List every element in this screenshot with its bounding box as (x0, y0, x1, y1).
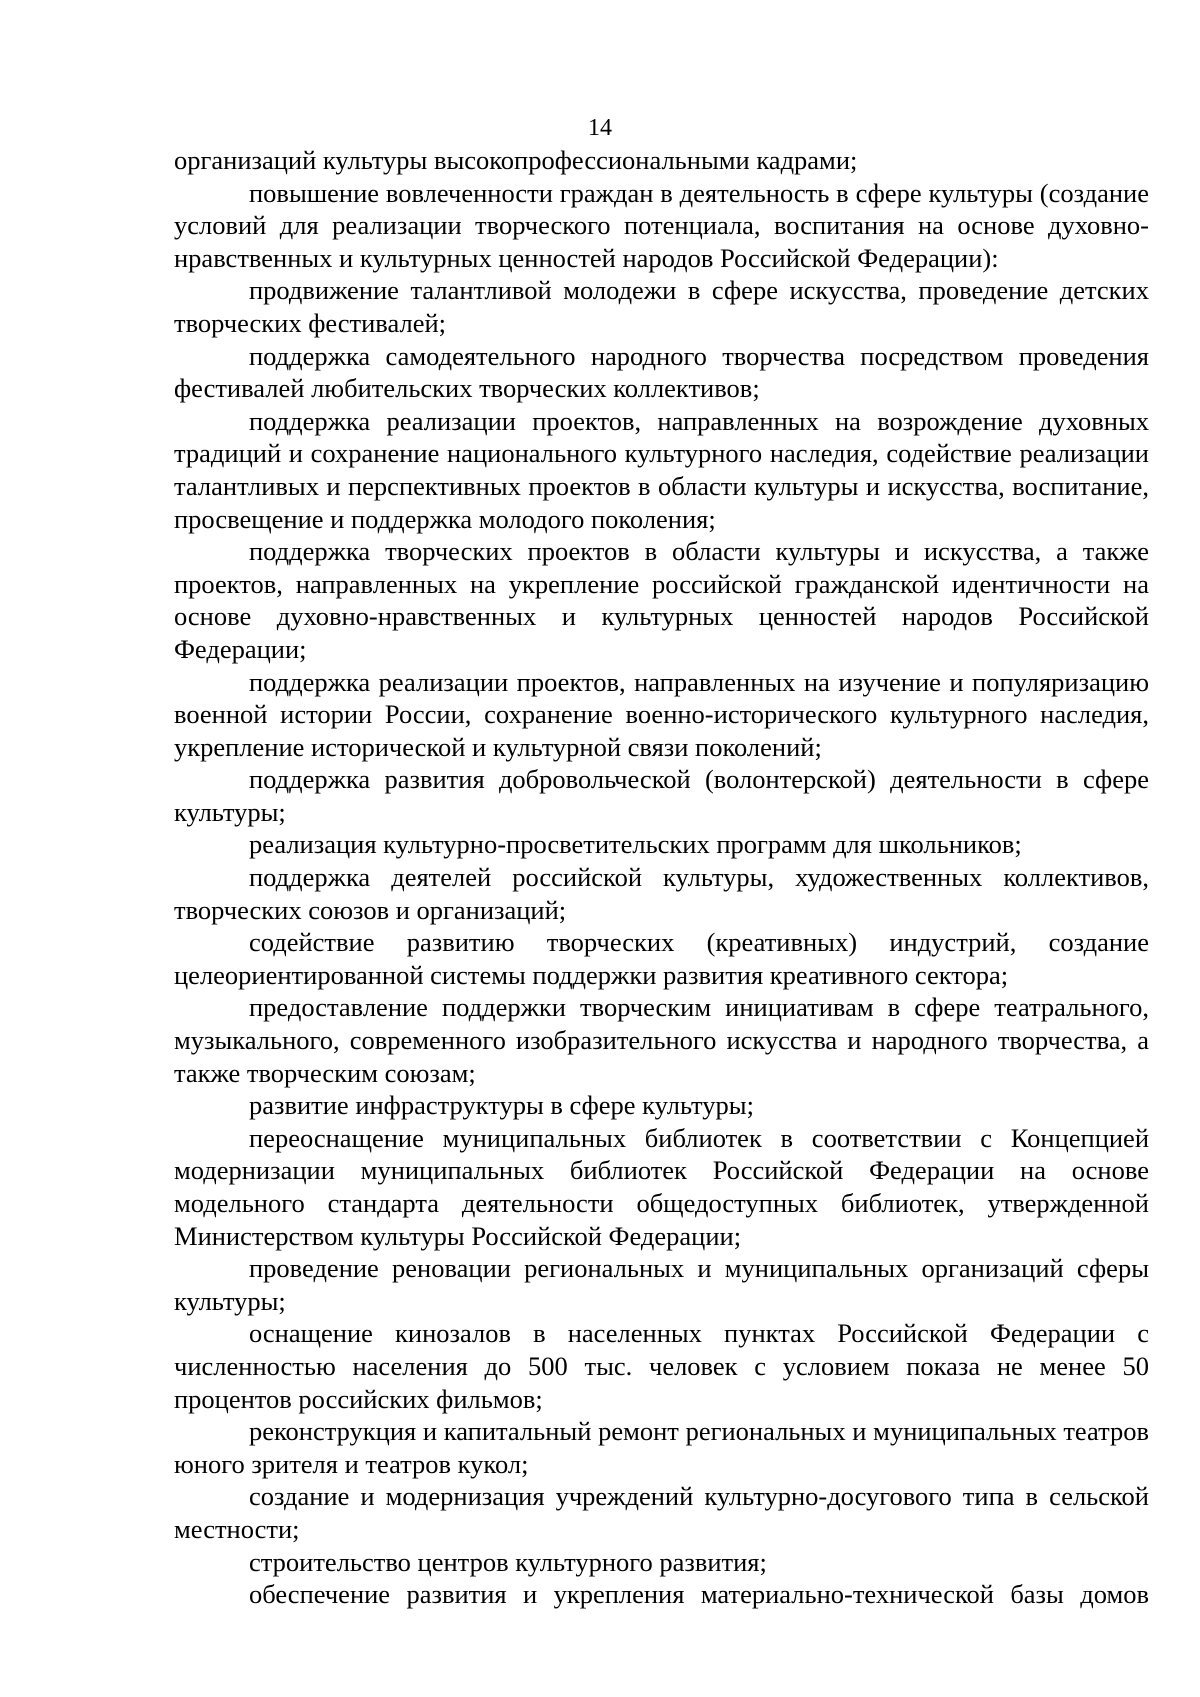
paragraph: оснащение кинозалов в населенных пунктах Российской Федерации с численностью населения до 500 тыс. человек с условием показа не менее 50 процентов российских фильмов; (174, 1318, 1149, 1414)
paragraph: поддержка деятелей российской культуры, художественных коллективов, творческих союзов и организаций; (174, 862, 1149, 925)
paragraph: создание и модернизация учреждений культурно-досугового типа в сельской местности; (174, 1481, 1149, 1544)
paragraph: поддержка реализации проектов, направленных на возрождение духовных традиций и сохранение национального культурного наследия, содействие реализации талантливых и перспективных проектов в области культуры и искусства, воспитание, просвещение и поддержка молодого поколения; (174, 405, 1149, 534)
paragraph: строительство центров культурного развития; (249, 1546, 767, 1577)
paragraph: проведение реновации региональных и муниципальных организаций сферы культуры; (174, 1253, 1149, 1316)
paragraph: поддержка творческих проектов в области культуры и искусства, а также проектов, направленных на укрепление российской гражданской идентичности на основе духовно-нравственных и культурных ценностей народов Российской Федерации; (174, 536, 1149, 664)
paragraph-truncated: обеспечение развития и укрепления материально-технической базы домов (249, 1579, 1149, 1610)
paragraph: поддержка развития добровольческой (волонтерской) деятельности в сфере культуры; (174, 764, 1149, 827)
paragraph: реконструкция и капитальный ремонт региональных и муниципальных театров юного зрителя и театров кукол; (174, 1416, 1149, 1479)
paragraph: поддержка самодеятельного народного творчества посредством проведения фестивалей любительских творческих коллективов; (174, 340, 1149, 404)
paragraph: реализация культурно-просветительских программ для школьников; (249, 829, 1022, 860)
paragraph-continuation: организаций культуры высокопрофессиональными кадрами; (174, 145, 858, 175)
paragraph: переоснащение муниципальных библиотек в соответствии с Концепцией модернизации муниципальных библиотек Российской Федерации на основе модельного стандарта деятельности общедоступных библиотек, утвержденной Министерством культуры Российской Федерации; (174, 1122, 1149, 1251)
paragraph: поддержка реализации проектов, направленных на изучение и популяризацию военной истории России, сохранение военно-исторического культурного наследия, укрепление исторической и культурной связи поколений; (174, 666, 1149, 762)
paragraph: развитие инфраструктуры в сфере культуры; (249, 1090, 754, 1121)
paragraph: содействие развитию творческих (креативных) индустрий, создание целеориентированной системы поддержки развития креативного сектора; (174, 927, 1149, 990)
page-number: 14 (588, 115, 612, 141)
paragraph: предоставление поддержки творческим инициативам в сфере театрального, музыкального, современного изобразительного искусства и народного творчества, а также творческим союзам; (174, 992, 1149, 1088)
paragraph: повышение вовлеченности граждан в деятельность в сфере культуры (создание условий для реализации творческого потенциала, воспитания на основе духовно-нравственных и культурных ценностей народов Российской Федерации): (174, 177, 1149, 273)
paragraph: продвижение талантливой молодежи в сфере искусства, проведение детских творческих фестивалей; (174, 275, 1149, 338)
document-body (174, 144, 1149, 1611)
